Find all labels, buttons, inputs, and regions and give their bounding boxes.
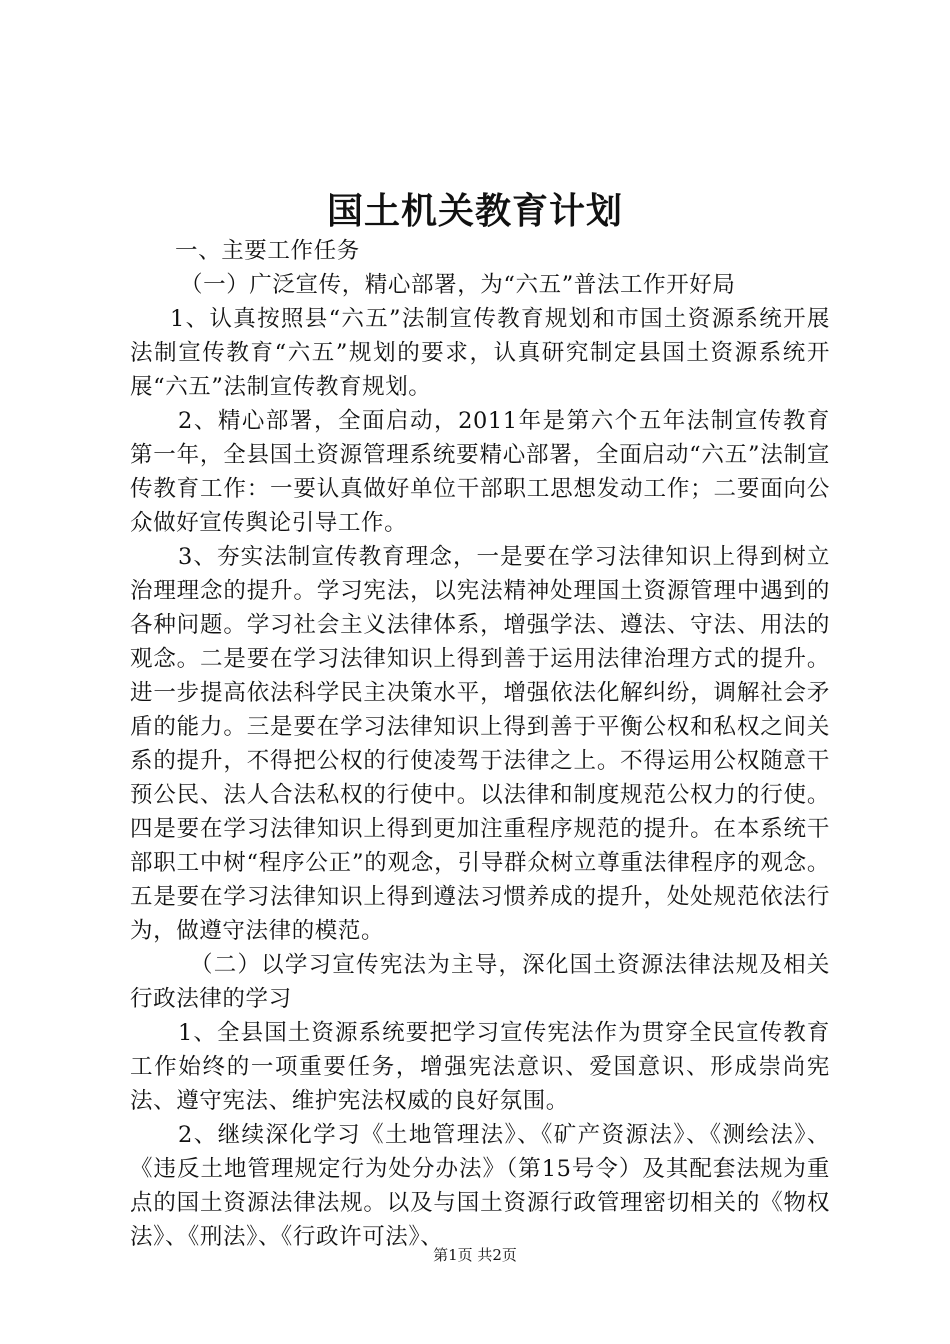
paragraph-item-2-1: 1、全县国土资源系统要把学习宣传宪法作为贯穿全民宣传教育工作始终的一项重要任务，增强宪法意识、爱国意识、形成崇尚宪法、遵守宪法、维护宪法权威的良好氛围。 [130, 1020, 830, 1114]
paragraph-item-1-1: 1、认真按照县“六五”法制宣传教育规划和市国土资源系统开展法制宣传教育“六五”规划的要求，认真研究制定县国土资源系统开展“六五”法制宣传教育规划。 [130, 306, 830, 400]
section-heading-main-tasks: 一、主要工作任务 [175, 238, 360, 264]
subsection-heading-1: （一）广泛宣传，精心部署，为“六五”普法工作开好局 [180, 272, 736, 298]
document-title: 国土机关教育计划 [326, 190, 623, 232]
page-footer: 第1页 共2页 [433, 1246, 517, 1264]
subsection-heading-2: （二）以学习宣传宪法为主导，深化国土资源法律法规及相关行政法律的学习 [130, 952, 830, 1012]
document-body [130, 234, 830, 1254]
paragraph-item-1-3: 3、夯实法制宣传教育理念，一是要在学习法律知识上得到树立治理理念的提升。学习宪法，以宪法精神处理国土资源管理中遇到的各种问题。学习社会主义法律体系，增强学法、遵法、守法、用法的观念。二是要在学习法律知识上得到善于运用法律治理方式的提升。进一步提高依法科学民主决策水平，增强依法化解纠纷，调解社会矛盾的能力。三是要在学习法律知识上得到善于平衡公权和私权之间关系的提升，不得把公权的行使凌驾于法律之上。不得运用公权随意干预公民、法人合法私权的行使中。以法律和制度规范公权力的行使。四是要在学习法律知识上得到更加注重程序规范的提升。在本系统干部职工中树“程序公正”的观念，引导群众树立尊重法律程序的观念。五是要在学习法律知识上得到遵法习惯养成的提升，处处规范依法行为，做遵守法律的模范。 [130, 544, 830, 944]
paragraph-item-1-2: 2、精心部署，全面启动，2011年是第六个五年法制宣传教育第一年，全县国土资源管理系统要精心部署，全面启动“六五”法制宣传教育工作：一要认真做好单位干部职工思想发动工作；二要面向公众做好宣传舆论引导工作。 [130, 408, 830, 536]
paragraph-item-2-2: 2、继续深化学习《土地管理法》、《矿产资源法》、《测绘法》、《违反土地管理规定行为处分办法》（第15号令）及其配套法规为重点的国土资源法律法规。以及与国土资源行政管理密切相关的《物权法》、《刑法》、《行政许可法》、 [130, 1122, 830, 1250]
